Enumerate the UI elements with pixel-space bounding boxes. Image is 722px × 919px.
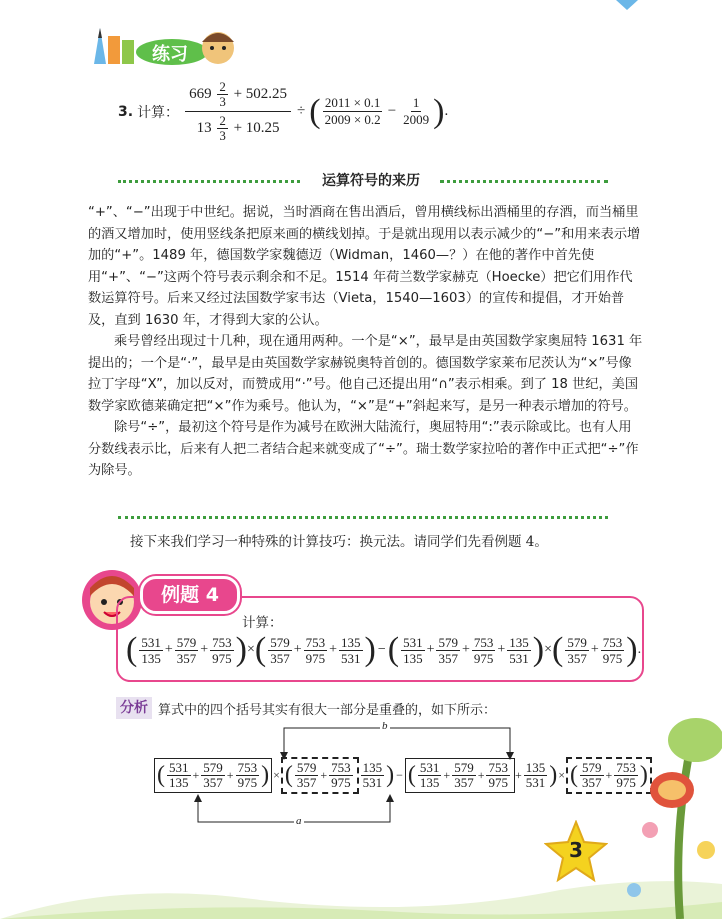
- parenthesis: ): [532, 631, 545, 668]
- math-text: 579: [454, 760, 474, 775]
- dotted-divider-left: [118, 180, 300, 183]
- math-text: 579: [270, 634, 290, 650]
- exercise-header-badge: [90, 18, 240, 66]
- fraction: [601, 635, 625, 666]
- math-text: 975: [602, 650, 623, 666]
- fraction: [401, 635, 425, 666]
- group-b2: ( $\frac{579}{357}$ + $\frac{753}{975}$ ): [566, 757, 652, 794]
- math-text: 753: [331, 760, 351, 775]
- dotted-divider-right: [440, 180, 608, 183]
- math-text: 135: [509, 634, 529, 650]
- math-text: 579: [582, 760, 602, 775]
- math-text: 3: [219, 94, 226, 109]
- arrow-label-b: b: [382, 720, 388, 732]
- math-text: 357: [176, 650, 197, 666]
- parenthesis: ): [235, 631, 247, 668]
- math-text: 2: [219, 113, 226, 128]
- story-paragraph: 乘号曾经出现过十几种，现在通用两种。一个是“×”，最早是由英国数学家奥屈特 1631 年提出的；一个是“·”，最早是由英国数学家赫锐奥特首创的。德国数学家莱布尼茨认为“×”号像拉丁字母“X”，加以反对，而赞成用“·”号。他自己还提出用“∩”表示相乘。到了 18 世纪，美国数学家欧德莱确定把“×”作为乘号。他认为，“×”是“+”斜起来写，是另一种表示增加的符号。: [88, 334, 643, 414]
- math-text: 753: [212, 634, 232, 650]
- math-text: 135: [403, 650, 423, 666]
- main-fraction: [185, 80, 291, 143]
- fraction: [139, 635, 163, 666]
- math-text: 753: [305, 634, 326, 650]
- fraction: [565, 635, 589, 666]
- math-text: 753: [473, 634, 494, 650]
- math-text: +: [605, 768, 613, 782]
- page-number-badge: [544, 820, 608, 884]
- arrow-label-a: a: [296, 815, 302, 827]
- math-text: 357: [582, 775, 602, 790]
- math-text: 531: [169, 760, 189, 775]
- math-text: 531: [419, 760, 440, 775]
- math-text: 357: [438, 650, 458, 666]
- paren-fraction-1: [323, 95, 383, 128]
- math-text: .: [444, 103, 449, 119]
- math-text: 975: [473, 650, 494, 666]
- math-text: 135: [141, 650, 161, 666]
- exercise-3: [118, 80, 448, 143]
- parenthesis: (: [126, 631, 138, 668]
- math-text: 975: [305, 650, 326, 666]
- math-text: +: [497, 642, 506, 657]
- math-text: 357: [567, 650, 587, 666]
- math-text: 531: [403, 634, 423, 650]
- math-text: 975: [331, 775, 351, 790]
- parenthesis: ): [364, 631, 376, 668]
- divide-sign: ÷: [297, 103, 306, 119]
- math-text: 135: [341, 634, 361, 650]
- math-text: 753: [602, 634, 623, 650]
- tree-decoration-icon: [610, 700, 722, 919]
- math-text: 2009: [403, 112, 430, 127]
- group-a1: ( $\frac{531}{135}$ + $\frac{579}{357}$ + $\frac{753}{975}$ ): [154, 758, 272, 793]
- fraction: [339, 635, 363, 666]
- math-text: +: [461, 642, 470, 657]
- math-text: +: [226, 768, 234, 782]
- math-text: 531: [509, 650, 529, 666]
- math-text: 2009 × 0.2: [324, 112, 381, 127]
- math-text: 975: [616, 775, 636, 790]
- math-text: 531: [525, 775, 546, 790]
- math-text: 531: [362, 775, 383, 790]
- math-text: 753: [237, 760, 258, 775]
- math-text: 753: [488, 760, 508, 775]
- exercise-header-label: 练习: [152, 44, 188, 65]
- math-text: ×: [273, 768, 280, 782]
- math-text: +: [164, 642, 173, 657]
- fraction: [210, 635, 234, 666]
- math-text: −: [377, 642, 386, 657]
- denominator-rest: + 10.25: [233, 119, 280, 136]
- math-text: 357: [454, 775, 474, 790]
- paren-fraction-2: [401, 95, 431, 128]
- math-text: 357: [203, 775, 223, 790]
- exercise-number: 3.: [118, 103, 134, 120]
- example-label: 例题 4: [140, 576, 240, 614]
- fraction: [268, 635, 292, 666]
- math-text: +: [590, 642, 599, 657]
- math-text: 2011 × 0.1: [324, 95, 381, 110]
- fraction: [472, 635, 496, 666]
- example-prompt: 计算：: [242, 615, 283, 631]
- math-text: +: [293, 642, 302, 657]
- math-text: +: [329, 642, 338, 657]
- parenthesis: (: [552, 631, 564, 668]
- math-text: +: [477, 768, 485, 782]
- math-text: 531: [141, 634, 161, 650]
- denominator-whole: 13: [196, 119, 212, 136]
- math-text: 975: [488, 775, 508, 790]
- math-text: .: [637, 642, 642, 657]
- fraction: [304, 635, 328, 666]
- math-text: 579: [203, 760, 223, 775]
- math-text: 579: [438, 634, 458, 650]
- math-text: ×: [246, 642, 255, 657]
- math-text: 531: [341, 650, 361, 666]
- math-text: +: [200, 642, 209, 657]
- analysis-label: 分析: [116, 697, 152, 719]
- example-expression: [126, 633, 641, 667]
- numerator-whole: 669: [189, 85, 212, 102]
- math-text: 357: [296, 775, 317, 790]
- math-text: −: [387, 103, 397, 119]
- story-paragraph: “+”、“−”出现于中世纪。据说，当时酒商在售出酒后，曾用横线标出酒桶里的存酒，而当桶里的酒又增加时，使用竖线条把原来画的横线划掉。于是就出现用以表示减少的“−”和用来表示增加的“+”。1489 年，德国数学家魏德迈（Widman，1460—？）在他的著作中首先使用“+”、“−”这两个符号表示剩余和不足。1514 年荷兰数学家赫克（Hoecke）把它们用作代数运算符号。后来又经过法国数学家韦达（Vieta，1540—1603）的宣传和提倡，才开始普及，直到 1630 年，才得到大家的公认。: [88, 205, 641, 328]
- math-text: 135: [169, 775, 189, 790]
- group-a2: ( $\frac{531}{135}$ + $\frac{579}{357}$ + $\frac{753}{975}$: [405, 758, 515, 793]
- fraction: [507, 635, 531, 666]
- math-text: −: [396, 768, 403, 782]
- parenthesis: (: [254, 631, 267, 668]
- math-text: 135: [419, 775, 440, 790]
- story-body: [88, 202, 644, 482]
- analysis-text: 算式中的四个括号其实有很大一部分是重叠的，如下所示：: [158, 703, 497, 718]
- parenthesis: (: [309, 92, 321, 130]
- corner-star-icon: [612, 0, 642, 12]
- page-number: 3: [569, 838, 583, 862]
- math-text: +: [514, 768, 522, 782]
- math-text: +: [443, 768, 451, 782]
- math-text: 579: [567, 634, 587, 650]
- intro-text: 接下来我们学习一种特殊的计算技巧：换元法。请同学们先看例题 4。: [130, 534, 548, 550]
- math-text: +: [426, 642, 435, 657]
- parenthesis: (: [387, 631, 400, 668]
- numerator-rest: + 502.25: [233, 85, 288, 102]
- math-text: 753: [616, 760, 636, 775]
- dotted-divider-bottom: [118, 516, 608, 519]
- math-text: +: [192, 768, 200, 782]
- overlap-expression: ( $\frac{531}{135}$ + $\frac{579}{357}$ + $\frac{753}{975}$ ) × ( $\frac{579}{357}$ + $\frac{753}{975}$ $\frac{135}{531}$ ) − ( $\frac{531}{135}$ + $\frac{579}{357}$ + $\frac{753}{975}$ + $\frac{135}{531}$ ) × ( $\frac{579}{357}$ + $\frac{753}{975}$ ): [154, 757, 652, 794]
- math-text: 975: [212, 650, 232, 666]
- math-text: 135: [362, 760, 383, 775]
- math-text: 357: [270, 650, 290, 666]
- fraction: [175, 635, 199, 666]
- math-text: ×: [558, 768, 566, 782]
- story-paragraph: 除号“÷”，最初这个符号是作为减号在欧洲大陆流行，奥屈特用“:”表示除或比。也有人用分数线表示比，后来有人把二者结合起来就变成了“÷”。瑞士数学家拉哈的著作中正式把“÷”作为除号。: [88, 420, 639, 478]
- exercise-prompt: 计算：: [137, 105, 180, 121]
- parenthesis: ): [626, 631, 638, 668]
- math-text: 1: [412, 95, 420, 110]
- fraction: [436, 635, 460, 666]
- math-text: 579: [176, 634, 197, 650]
- math-text: 3: [219, 128, 226, 143]
- story-title: 运算符号的来历: [322, 173, 420, 189]
- math-text: 2: [219, 79, 226, 94]
- group-b1: ( $\frac{579}{357}$ + $\frac{753}{975}$: [281, 757, 359, 794]
- math-text: 579: [296, 760, 317, 775]
- math-text: +: [320, 768, 328, 782]
- math-text: ×: [544, 642, 553, 657]
- math-text: 135: [525, 760, 546, 775]
- math-text: 975: [237, 775, 258, 790]
- parenthesis: ): [433, 92, 445, 130]
